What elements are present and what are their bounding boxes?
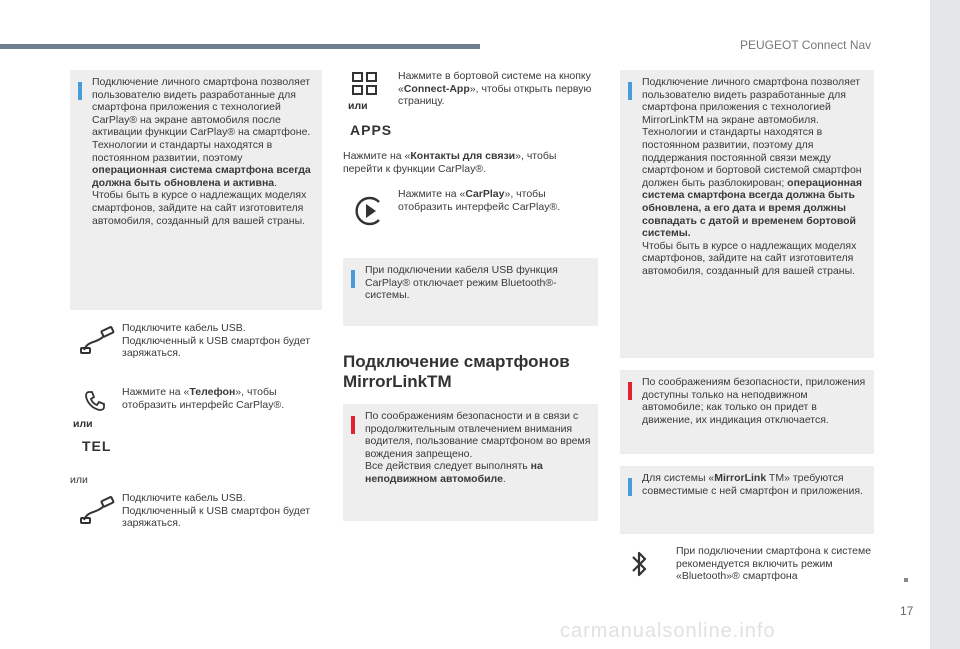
page-number: 17 [900,604,914,618]
info-box-carplay [70,70,322,310]
watermark: carmanualsonline.info [560,620,776,642]
info-box-compat [620,466,874,534]
usb-instruction: Подключите кабель USB. Подключенный к USB смартфон будет заряжаться. [122,322,311,360]
or-label-apps: или [348,100,368,112]
carplay-instruction: Нажмите на «CarPlay», чтобы отобразить интерфейс CarPlay®. [398,188,561,213]
warning-box-apps [620,370,874,454]
page-side-strip [930,0,960,649]
info-icon [351,270,355,288]
warning-box-driving [343,404,598,521]
usb-cable-icon [78,326,118,356]
header-bar [0,44,480,49]
or-label: или [73,418,93,430]
info-text: Подключение личного смартфона позволяет пользователю видеть разработанные для смартфона приложения с технологией CarPlay® на экране автомобиля после активации функции CarPlay® на смартфоне. Технологии и стандарты находятся в постоянном развитии, поэтому операционная система смартфона всегда должна быть обновлена и активна. Чтобы быть в курсе о надлежащих моделях смартфонов, зайдите на сайт изготовителя автомобиля, созданный для вашей страны. [92,76,311,227]
info-text: При подключении кабеля USB функция CarPlay® отключает режим Bluetooth®-системы. [365,264,558,302]
apps-label: APPS [350,122,393,138]
usb-instruction-2: Подключите кабель USB. Подключенный к USB смартфон будет заряжаться. [122,492,311,530]
bluetooth-icon [630,548,650,580]
warning-icon [351,416,355,434]
usb-cable-icon-2 [78,496,118,526]
phone-icon [84,390,106,412]
page-marker [904,578,908,582]
phone-instruction: Нажмите на «Телефон», чтобы отобразить интерфейс CarPlay®. [122,386,285,411]
contacts-instruction: Нажмите на «Контакты для связи», чтобы перейти к функции CarPlay®. [343,150,557,175]
info-box-usb [343,258,598,326]
section-title: Подключение смартфонов MirrorLinkTM [343,352,570,391]
warning-text: По соображениям безопасности, приложения доступны только на неподвижном автомобиле; как только он придет в движение, их индикация отключается. [642,376,866,426]
warning-icon [628,382,632,400]
info-box-mirrorlink [620,70,874,358]
info-text: Подключение личного смартфона позволяет пользователю видеть разработанные для смартфона приложения с технологией MirrorLinkTM на экране автомобиля. Технологии и стандарты находятся в постоянном развитии, поэтому для поддержания постоянной связи между смартфоном и бортовой системой смартфон должен быть разблокирован; операционная система смартфона всегда должна быть обновлена, а его дата и время должны совпадать с датой и временем бортовой системы. Чтобы быть в курсе о надлежащих моделях смартфонов, зайдите на сайт изготовителя автомобиля, созданный для вашей страны. [642,76,862,277]
bluetooth-instruction: При подключении смартфона к системе рекомендуется включить режим «Bluetooth»® смартфона [676,545,872,583]
info-text: Для системы «MirrorLink TM» требуются совместимые с ней смартфон и приложения. [642,472,863,497]
apps-instruction: Нажмите в бортовой системе на кнопку «Connect-App», чтобы открыть первую страницу. [398,70,592,108]
carplay-icon [352,194,386,228]
apps-grid-icon [352,72,378,96]
info-icon [78,82,82,100]
running-header: PEUGEOT Connect Nav [740,38,872,52]
warning-text: По соображениям безопасности и в связи с продолжительным отвлечением внимания водителя, пользование смартфоном во время вождения запрещено. Все действия следует выполнять на неподвижном автомобиле. [365,410,591,485]
or-text: или [70,474,88,486]
info-icon [628,82,632,100]
tel-label: TEL [82,438,112,454]
info-icon [628,478,632,496]
